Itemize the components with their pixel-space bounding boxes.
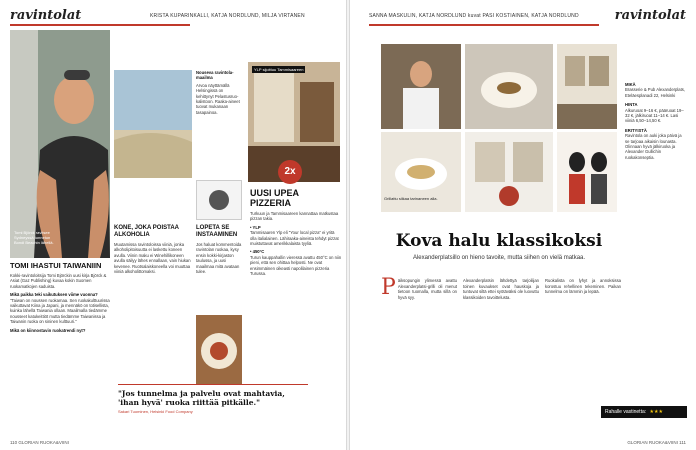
interior-photo <box>557 44 617 129</box>
chef-title: TOMI IHASTUI TAIWANIIN <box>10 261 102 270</box>
dish-photo-2 <box>381 132 461 212</box>
info-mika-body: Brasserie & Pub Alexanderplats, Eteläesplanadi 22, Helsinki <box>625 87 686 98</box>
illustration-photo <box>557 132 617 212</box>
info-hinta-body: Alkuruoat 9–16 €, pääruoat 19–32 €, jälkiruoat 11–14 €. Lasi viiniä 6,50–14,50 €. <box>625 107 684 124</box>
lopeta-block <box>196 225 242 274</box>
ylp-body: Tammisaaren Ylp eli "Your local pizza" ei yritä olla italialainen. Lähiraaka-aineista tehdyt pizzat muistuttavat amerikkalaista tyyliä. <box>250 230 339 247</box>
food-photo-left <box>196 315 242 385</box>
chef-block <box>10 262 110 333</box>
rating-label: Rahalle vastinetta: <box>605 409 647 415</box>
section-title-right: ravintolat <box>614 8 686 23</box>
dish-plate-1 <box>465 44 553 129</box>
chef-intro: Kokki-ravintoloitsija Tomi Björckin uusi kirja Björck & Asiat (Gaz Publishing) kuvaa kokin Suomen ruokamatkojen saduista. <box>10 273 107 289</box>
body-column-1 <box>381 275 457 300</box>
photo-caption: Grillattu siikaa tarinaneen alla. <box>384 196 438 201</box>
deg-body: Turun kauppahallin vieressä avattu 450°C on niin pieni, että sen ohittaa helposti. Ne ovat ensimmäinen oikeasti napolilainen pizzeria Turussa. <box>250 254 342 277</box>
lopeta-body: Jos haluat kommentoida ravintolan ruokaa, kysy ensin kokki-kirjaston taulussa, ja uusi maailmaa mitä avataan tulee. <box>196 242 242 275</box>
body-text-2: Alexanderplatsin lähdettyä tarjoilijan toinen kuvaukset ovat hauskoja ja tuntuvat siltä ettei syötäväksi ole luovuttu klassikoiden tavoittelusta. <box>463 278 539 300</box>
page-number-left: 110 GLORIAN RUOKA&VIINI <box>10 440 69 445</box>
coast-photo <box>114 70 192 178</box>
chef-photo-right <box>381 44 461 129</box>
dining-scene <box>465 132 553 212</box>
kone-body: Muutamissa ravintoloissa viiniä, jonka alkoholipitoisuutta ei laskettu koneen avulla. Viinin maku ei Winehillikoneen avulla säilyy lähes ennallaan, vain hiukan kevenee. Ruotsalaiskoneella voi muuttaa viiniä alkoholittomaksi. <box>114 242 191 275</box>
logo-box <box>196 180 242 220</box>
logo-icon <box>209 190 229 210</box>
deck: Alexanderplatsillo on hieno tavoite, mutta siihen on vielä matkaa. <box>412 255 586 261</box>
info-erityista-body: Ravintola on auki joka päivä ja se tarjoaa aikaisin lounasta. Olinnaan hyvä jälkiruoka ja Alexander Gullichin ruokakonseptia. <box>625 133 682 160</box>
info-mika-head: MIKÄ <box>625 82 636 87</box>
quote-text: "Jos tunnelma ja palvelu ovat mahtavia, 'ihan hyvä' ruoka riittää pitkälle." <box>118 389 285 407</box>
illustration-women <box>557 132 617 212</box>
interior-scene <box>557 44 617 129</box>
authors: KRISTA KUPARINKALLI, KATJA NORDLUND, MILJA VIRTANEN <box>150 13 305 19</box>
header-rule <box>10 24 190 26</box>
ylp-head: • YLP <box>250 224 261 230</box>
dish-photo-1 <box>465 44 553 129</box>
dining-photo <box>465 132 553 212</box>
nouseva-block <box>196 70 242 115</box>
info-hinta-head: HINTA <box>625 102 638 108</box>
pizza-block <box>250 188 342 276</box>
rating-bar <box>601 406 687 418</box>
right-page <box>349 0 696 450</box>
food-plate <box>196 315 242 385</box>
deg-head: • 450°C <box>250 249 265 255</box>
body-column-2 <box>463 278 539 300</box>
lopeta-title: LOPETA SE INSTAAMINEN <box>196 225 238 238</box>
rating-stars: ★★★ <box>649 409 663 415</box>
drop-cap: P <box>381 275 396 300</box>
section-title: ravintolat <box>10 8 82 23</box>
coast-scene <box>114 70 192 178</box>
chef-caption: Tomi Björck ravitsee Sydneyssä tunnetun Bondi Beachin lähellä. <box>14 230 54 245</box>
nouseva-body: Arvoa näyttämällä Helsingissä on kehittynyt Pelastusruo-kalistoon. Raaka-aineet tuovat mukanaan tasapainoa. <box>196 82 240 115</box>
info-sidebar <box>625 82 687 160</box>
chef-figure <box>10 30 110 258</box>
chef-photo <box>10 30 110 258</box>
nouseva-title: Nouseva ravintola-maailma <box>196 70 234 81</box>
body-text-3: Ruokalista on lyhyt ja annoksissa korostuu rehellinen tekeminen. Paikan tunnelma on lämmin ja lepää. <box>545 278 621 295</box>
headline: Kova halu klassikoksi <box>395 231 603 251</box>
header-rule-right <box>369 24 599 26</box>
location-badge: YLP sijoittuu Tammisaareen <box>254 67 304 72</box>
kone-block <box>114 225 194 274</box>
body-column-3 <box>545 278 621 295</box>
q1-body: "Taiwan on noussen ruokamaa. Sen ruokakulttuurissa vaikuttavat Kiina ja Japani, ja mennäkö on totisellista, kuinka lähellä Taiwania ollaan. Maailmalla tiedämme nousseet katukeittiöt mutta tiedämme Taiwanissa ja Taiwanin ruoka on sininen kulttuuri." <box>10 297 110 325</box>
q1-head: Mikä paikka teki vaikutuksen viime vuonna? <box>10 292 98 298</box>
pull-quote <box>118 384 308 414</box>
quote-attribution: Sakari Tuominen, Helsinki Food Company <box>118 409 193 414</box>
info-erityista-head: ERITYISTÄ <box>625 127 647 133</box>
article-head <box>381 232 617 262</box>
pizza-title: UUSI UPEA PIZZERIA <box>250 188 299 208</box>
left-page <box>0 0 347 450</box>
count-badge: 2x <box>278 160 302 184</box>
body-text-1: äiksopungin ylimessä avattu Alexanderplatsi-grilli oli menut tietoon tuomalla, mutta sillä on hyvä syy. <box>397 278 457 300</box>
page-number-right: GLORIAN RUOKA&VIINI 111 <box>627 440 686 445</box>
pizza-intro: Turkuun ja Tammisaareen kannattaa matkustaa pizzan takia. <box>250 211 339 222</box>
authors-right: SANNA MASKULIN, KATJA NORDLUND kuvat PASI KOSTIAINEN, KATJA NORDLUND <box>369 13 579 19</box>
q2-head: Mikä on kiinnostavin ruokatrendi nyt? <box>10 327 86 333</box>
kone-title: KONE, JOKA POISTAA ALKOHOLIA <box>114 225 179 238</box>
kitchen-scene <box>381 44 461 129</box>
